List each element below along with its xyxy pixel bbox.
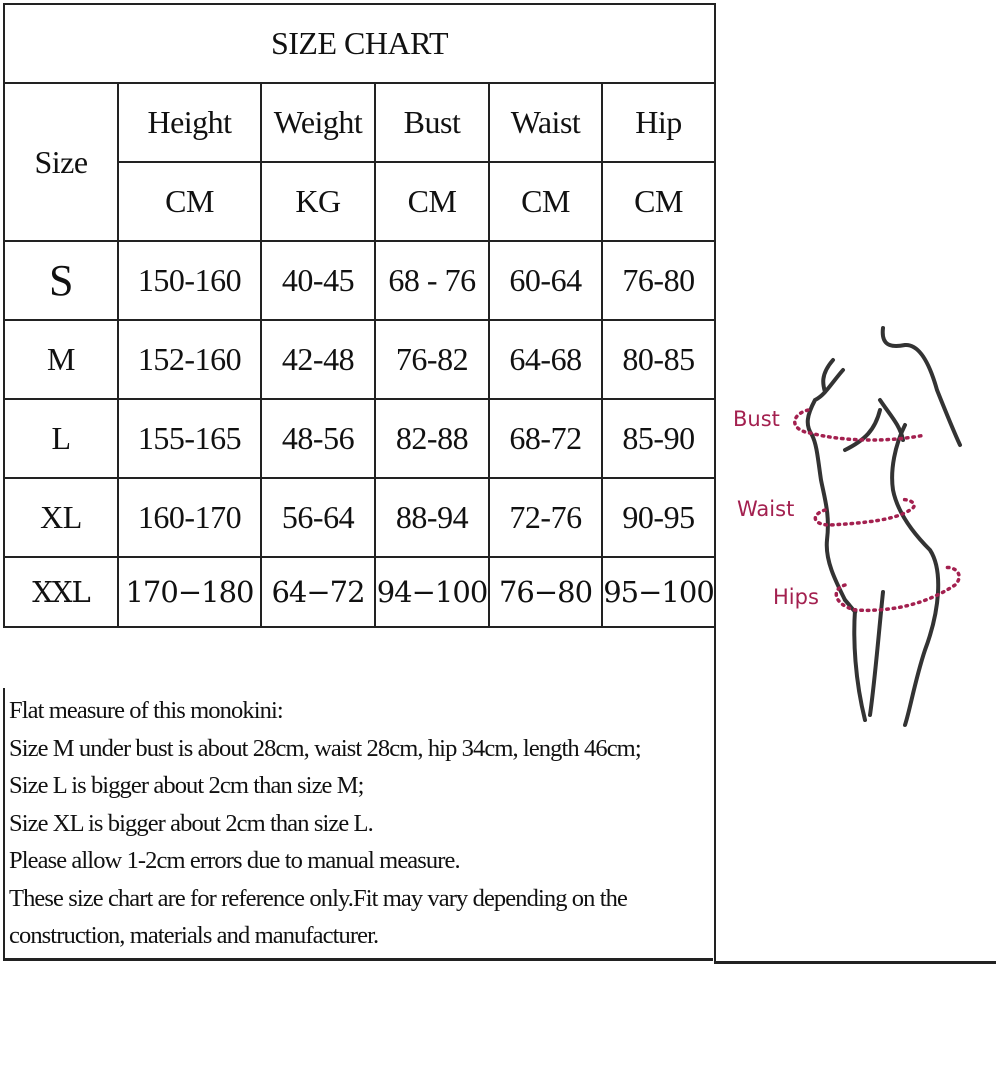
note-line: These size chart are for reference only.Fit may vary depending on the	[9, 884, 627, 912]
height-cell: 150-160	[118, 241, 261, 320]
height-cell: 152-160	[118, 320, 261, 399]
note-line: Size M under bust is about 28cm, waist 28cm, hip 34cm, length 46cm;	[9, 734, 641, 762]
size-cell: XXL	[4, 557, 118, 627]
weight-cell: 56-64	[261, 478, 375, 557]
unit-height: CM	[118, 162, 261, 241]
chart-title: SIZE CHART	[4, 4, 715, 83]
weight-cell: 48-56	[261, 399, 375, 478]
header-waist: Waist	[489, 83, 602, 162]
waist-cell: 60-64	[489, 241, 602, 320]
unit-weight: KG	[261, 162, 375, 241]
table-row	[4, 241, 715, 320]
waist-cell: 64-68	[489, 320, 602, 399]
hip-cell: 85-90	[602, 399, 715, 478]
weight-cell: 42-48	[261, 320, 375, 399]
note-line: Size L is bigger about 2cm than size M;	[9, 772, 364, 799]
header-size: Size	[4, 83, 118, 241]
size-cell: L	[4, 399, 118, 478]
hip-cell: 95−100	[602, 557, 715, 627]
size-cell: M	[4, 320, 118, 399]
unit-hip: CM	[602, 162, 715, 241]
hips-label: Hips	[773, 585, 819, 609]
bust-cell: 76-82	[375, 320, 489, 399]
size-cell: XL	[4, 478, 118, 557]
unit-bust: CM	[375, 162, 489, 241]
note-line: construction, materials and manufacturer.	[9, 922, 379, 949]
unit-waist: CM	[489, 162, 602, 241]
waist-cell: 76−80	[489, 557, 602, 627]
measurement-notes	[3, 688, 713, 961]
weight-cell: 40-45	[261, 241, 375, 320]
hip-cell: 90-95	[602, 478, 715, 557]
table-row	[4, 320, 715, 399]
height-cell: 170−180	[118, 557, 261, 627]
table-row	[4, 557, 715, 627]
note-line: Please allow 1-2cm errors due to manual measure.	[9, 847, 460, 874]
hip-cell: 80-85	[602, 320, 715, 399]
waist-cell: 68-72	[489, 399, 602, 478]
header-weight: Weight	[261, 83, 375, 162]
note-line: Flat measure of this monokini:	[9, 697, 283, 724]
size-chart-table	[3, 3, 716, 628]
size-cell: S	[4, 241, 118, 320]
body-measurement-figure	[715, 320, 1000, 740]
height-cell: 160-170	[118, 478, 261, 557]
waist-label: Waist	[737, 497, 795, 521]
height-cell: 155-165	[118, 399, 261, 478]
bust-cell: 88-94	[375, 478, 489, 557]
bust-label: Bust	[733, 407, 780, 431]
note-line: Size XL is bigger about 2cm than size L.	[9, 809, 373, 837]
header-height: Height	[118, 83, 261, 162]
bust-cell: 68 - 76	[375, 241, 489, 320]
weight-cell: 64−72	[261, 557, 375, 627]
table-row	[4, 478, 715, 557]
header-bust: Bust	[375, 83, 489, 162]
header-hip: Hip	[602, 83, 715, 162]
bust-cell: 94−100	[375, 557, 489, 627]
table-row	[4, 399, 715, 478]
hip-cell: 76-80	[602, 241, 715, 320]
waist-cell: 72-76	[489, 478, 602, 557]
bust-cell: 82-88	[375, 399, 489, 478]
